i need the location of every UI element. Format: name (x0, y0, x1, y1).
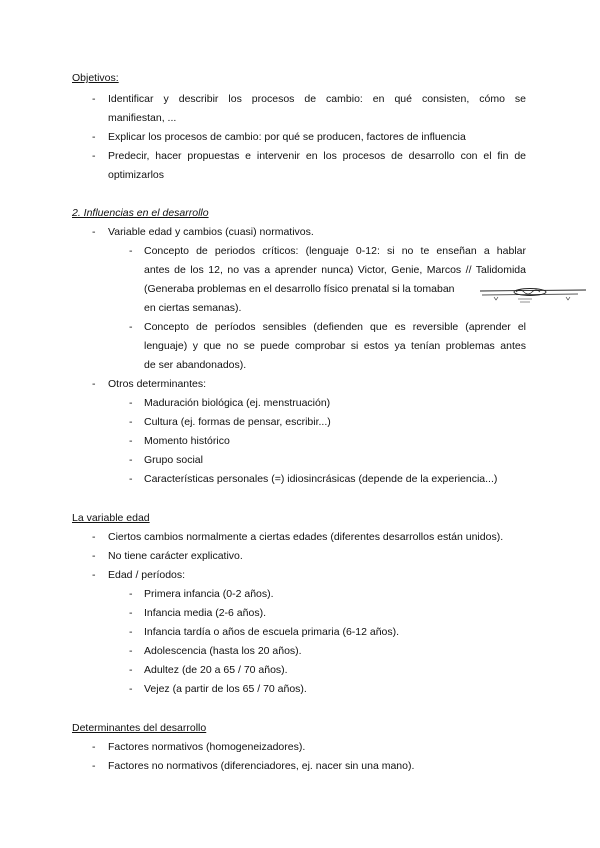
sublist-item-line: Primera infancia (0-2 años). (144, 588, 274, 600)
sublist-bullet: - (129, 397, 133, 409)
sublist-bullet: - (129, 416, 133, 428)
list-bullet: - (92, 760, 96, 772)
list-item-line: Ciertos cambios normalmente a ciertas edades (diferentes desarrollos están unidos). (108, 531, 504, 543)
sublist-bullet: - (129, 626, 133, 638)
sublist-bullet: - (129, 321, 133, 333)
list-bullet: - (92, 378, 96, 390)
list-item-line: Predecir, hacer propuestas e intervenir en los procesos de desarrollo con el fin de (108, 150, 526, 162)
sublist-bullet: - (129, 473, 133, 485)
list-item-line: optimizarlos (108, 169, 165, 181)
handwritten-sketch-icon (478, 283, 588, 305)
section-heading-influencias: 2. Influencias en el desarrollo (72, 207, 209, 219)
section-heading-variable-edad: La variable edad (72, 512, 150, 524)
list-bullet: - (92, 93, 96, 105)
sublist-item-line: lenguaje) y que no se puede comprobar si estos ya tenían problemas antes (144, 340, 526, 352)
list-item-line: Variable edad y cambios (cuasi) normativos. (108, 226, 314, 238)
sublist-item-line: Adultez (de 20 a 65 / 70 años). (144, 664, 288, 676)
list-bullet: - (92, 150, 96, 162)
sublist-bullet: - (129, 664, 133, 676)
sublist-item-line: Infancia media (2-6 años). (144, 607, 266, 619)
list-item-line: manifiestan, ... (108, 112, 177, 124)
list-item-line: Identificar y describir los procesos de cambio: en qué consisten, cómo se (108, 93, 526, 105)
sublist-bullet: - (129, 683, 133, 695)
sublist-item-line: Vejez (a partir de los 65 / 70 años). (144, 683, 307, 695)
sublist-bullet: - (129, 607, 133, 619)
sublist-item-line: Grupo social (144, 454, 203, 466)
sublist-item-line: Cultura (ej. formas de pensar, escribir...) (144, 416, 331, 428)
sublist-bullet: - (129, 645, 133, 657)
sublist-bullet: - (129, 588, 133, 600)
sublist-bullet: - (129, 435, 133, 447)
section-heading-objetivos: Objetivos: (72, 72, 119, 84)
sublist-item-line: en ciertas semanas). (144, 302, 242, 314)
list-bullet: - (92, 226, 96, 238)
sublist-item-line: Adolescencia (hasta los 20 años). (144, 645, 302, 657)
sublist-item-line: Concepto de periodos críticos: (lenguaje 0-12: si no te enseñan a hablar (144, 245, 526, 257)
sublist-item-line: antes de los 12, no vas a aprender nunca) Victor, Genie, Marcos // Talidomida (144, 264, 526, 276)
list-bullet: - (92, 550, 96, 562)
list-bullet: - (92, 569, 96, 581)
list-item-line: No tiene carácter explicativo. (108, 550, 243, 562)
sublist-item-line: Momento histórico (144, 435, 230, 447)
section-heading-determinantes: Determinantes del desarrollo (72, 722, 207, 734)
list-item-line: Factores no normativos (diferenciadores, ej. nacer sin una mano). (108, 760, 415, 772)
sublist-item-line: Infancia tardía o años de escuela primaria (6-12 años). (144, 626, 400, 638)
sublist-item-line: Concepto de períodos sensibles (defienden que es reversible (aprender el (144, 321, 526, 333)
list-bullet: - (92, 131, 96, 143)
list-item-line: Edad / períodos: (108, 569, 186, 581)
list-item-line: Explicar los procesos de cambio: por qué se producen, factores de influencia (108, 131, 466, 143)
list-bullet: - (92, 741, 96, 753)
sublist-item-line: Maduración biológica (ej. menstruación) (144, 397, 331, 409)
list-bullet: - (92, 531, 96, 543)
sublist-item-line: de ser abandonados). (144, 359, 247, 371)
sublist-item-line: Características personales (=) idiosincrásicas (depende de la experiencia...) (144, 473, 498, 485)
list-item-line: Factores normativos (homogeneizadores). (108, 741, 306, 753)
list-item-line: Otros determinantes: (108, 378, 207, 390)
sublist-bullet: - (129, 454, 133, 466)
sublist-bullet: - (129, 245, 133, 257)
sublist-item-line: (Generaba problemas en el desarrollo físico prenatal si la tomaban (144, 283, 455, 295)
